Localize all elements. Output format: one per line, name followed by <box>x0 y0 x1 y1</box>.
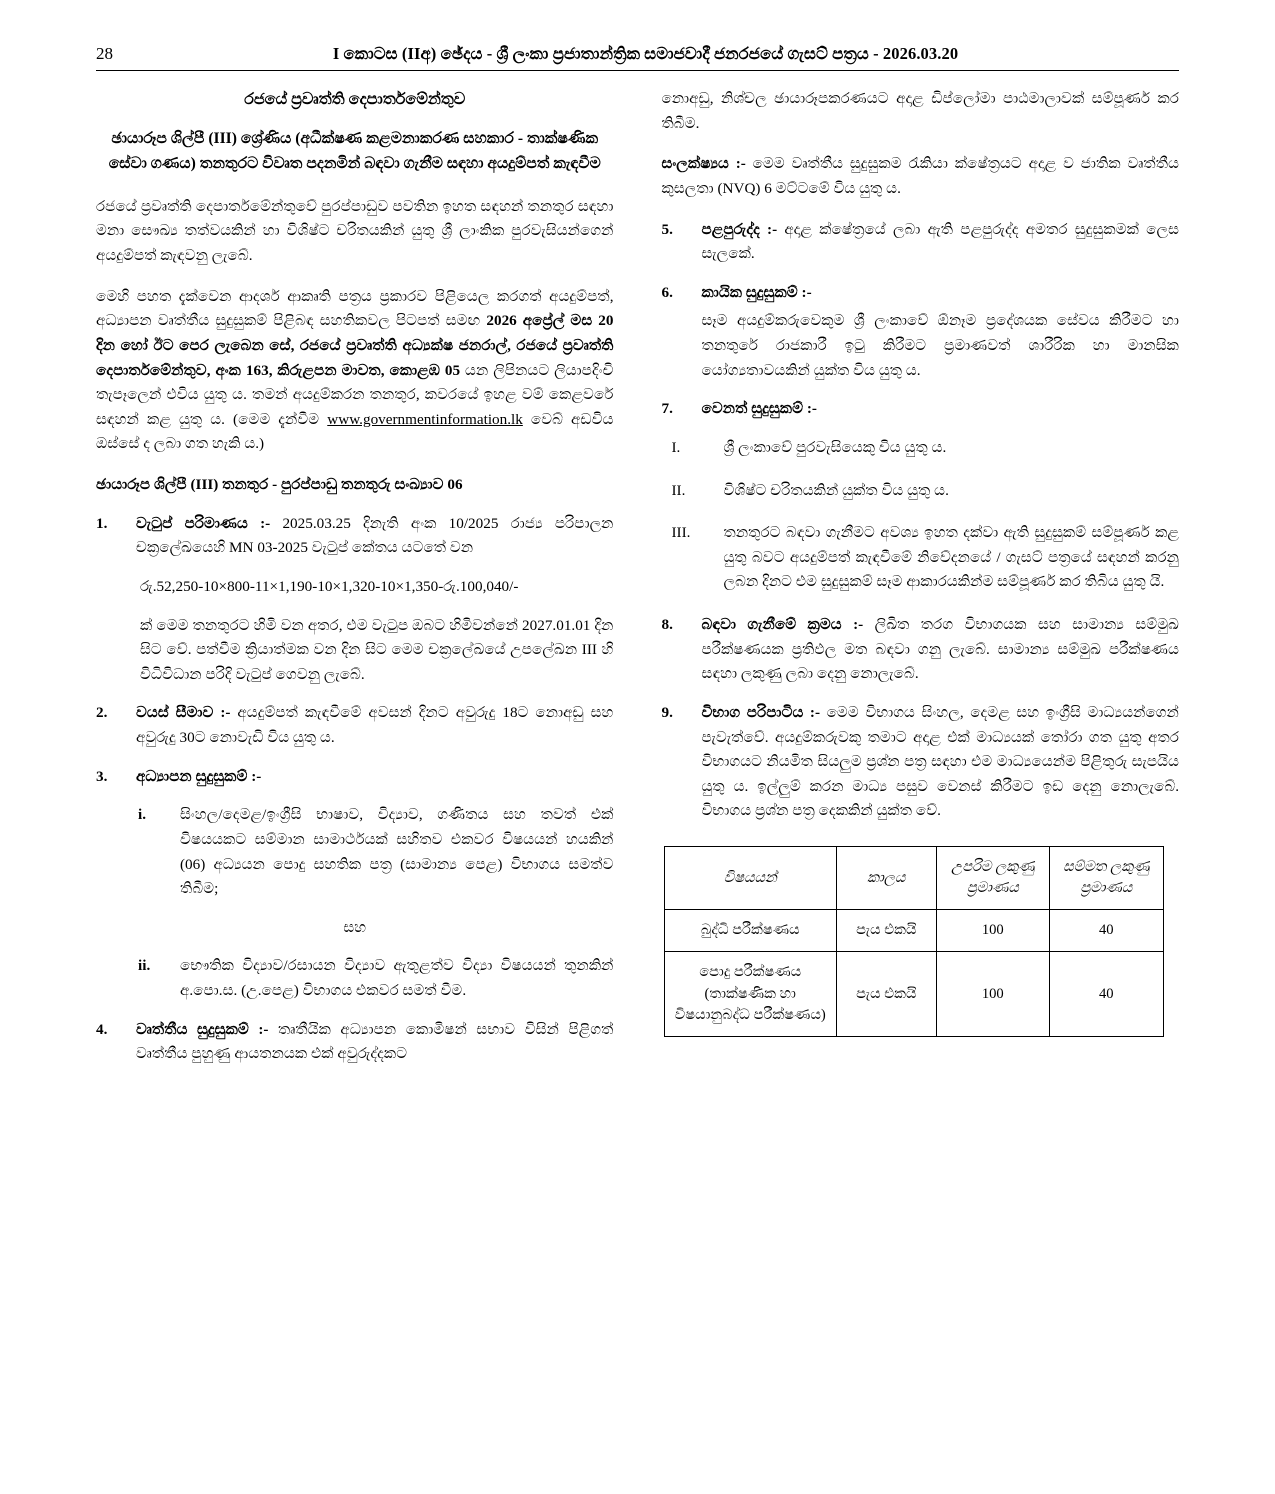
professional-text: තෘතීයික අධ්‍යාපන කොමිෂන් සභාව විසින් පිළිගත් වෘත්තීය පුහුණු ආයතනයක එක් අවුරුද්දකට <box>136 1020 614 1063</box>
recruitment-label: බඳවා ගැනීමේ ක්‍රමය :- <box>701 616 864 633</box>
row1-duration: පැය එකයි <box>837 910 937 952</box>
header-duration: කාලය <box>837 847 937 910</box>
header-subject: විෂයයන් <box>664 847 837 910</box>
row1-max: 100 <box>936 910 1049 952</box>
item-body-8 <box>702 613 1180 687</box>
item-number-2: 2. <box>96 704 108 722</box>
item-body-4 <box>136 1018 614 1067</box>
other-qual-text-ii: විශිෂ්ට චරිතයකින් යුක්ත විය යුතු ය. <box>723 481 949 499</box>
item-number-4: 4. <box>96 1020 108 1038</box>
list-item-education <box>96 765 614 790</box>
experience-label: පළපුරුද්ද :- <box>701 220 778 238</box>
row2-duration: පැය එකයි <box>837 952 937 1036</box>
continuation-text: නොඅඩු, නිශ්චල ඡායාරූපකරණයට අදාළ ඩිප්ලෝමා පාඨමාලාවක් සම්පූර්ණ කර තිබීම. <box>661 90 1179 132</box>
salary-scale: රු.52,250-10×800-11×1,190-10×1,320-10×1,350-රු.100,040/- <box>140 577 519 595</box>
exam-table-body <box>664 910 1163 1037</box>
item-number-1: 1. <box>96 514 108 532</box>
salary-label: වැටුප් පරිමාණය :- <box>136 514 271 532</box>
table-row <box>664 952 1163 1036</box>
header-pass-marks: සම්මත ලකුණු ප්‍රමාණය <box>1050 847 1163 910</box>
application-instructions <box>96 285 614 457</box>
header-divider <box>96 70 1179 71</box>
government-information-link[interactable]: www.governmentinformation.lk <box>327 410 523 428</box>
other-label: වෙනත් සුදුසුකම් :- <box>701 400 817 418</box>
exam-table-header-row <box>664 847 1163 910</box>
department-title: රජයේ ප්‍රවෘත්ති දෙපාර්තමේන්තුව <box>244 91 466 108</box>
item-number-7: 7. <box>661 400 673 418</box>
gazette-header-title: I කොටස (IIඅ) ඡේදය - ශ්‍රී ලංකා ප්‍රජාතාන්ත්‍රික සමාජවාදී ජනරජයේ ගැසට් පත්‍රය - 2026.03.20 <box>332 44 959 63</box>
professional-label: වෘත්තීය සුදුසුකම් :- <box>136 1020 269 1038</box>
sub-item-text-ii: භෞතික විද්‍යාව/රසායන විද්‍යාව ඇතුළත්ව විද්‍යා විෂයයන් තුනකින් අ.පො.ස. (උ.පෙළ) විභාගය එකවර සමත් වීම. <box>180 957 614 1000</box>
education-sub-item-ii <box>96 954 614 1003</box>
physical-label: කායික සුදුසුකම් :- <box>701 283 812 301</box>
address-text: ලැබෙන සේ, රජයේ ප්‍රවෘත්ති අධ්‍යක්ෂ ජනරාල්, රජයේ ප්‍රවෘත්ති දෙපාර්තමේන්තුව, අංක 163, කිරුළපන මාවත, කොළඹ 05 <box>96 336 614 379</box>
instructions-part-4: වෙබ් අඩවිය ඔස්සේ ද ලබා ගත හැකි ය.) <box>96 410 614 453</box>
sub-item-number-i: i. <box>138 806 147 824</box>
sub-item-number-ii: ii. <box>138 957 151 975</box>
education-label: අධ්‍යාපන සුදුසුකම් :- <box>136 767 262 785</box>
exam-procedure-label: විභාග පරිපාටිය :- <box>701 703 821 721</box>
item-body-5 <box>702 218 1180 267</box>
roman-number-ii: II. <box>671 481 686 499</box>
item-body-1 <box>136 512 614 561</box>
salary-text: 2025.03.25 දිනැති අංක 10/2025 රාජ්‍ය පරිපාලන චක්‍රලේඛයෙහි MN 03-2025 වැටුප් කේතය යටතේ වන <box>136 514 614 557</box>
row2-subject: පොදු පරීක්ෂණය (තාක්ෂණික හා විෂයානුබද්ධ පරීක්ෂණය) <box>664 952 837 1036</box>
item-number-5: 5. <box>661 220 673 238</box>
list-item-salary <box>96 512 614 561</box>
post-title: ඡායාරූප ශිල්පී (III) ශ්‍රේණිය (අධීක්ෂණ කළමනාකරණ සහකාර - තාක්ෂණික සේවා ගණය) තනතුරට විවෘත පදනමින් බඳවා ගැනීම සඳහා අයදුම්පත් කැඳවීම <box>108 129 601 172</box>
list-item-experience <box>662 218 1180 267</box>
item-number-3: 3. <box>96 767 108 785</box>
roman-number-iii: III. <box>671 524 691 542</box>
list-item-exam-procedure <box>662 701 1180 824</box>
conjunction-and: සහ <box>343 918 367 936</box>
item-number-8: 8. <box>661 616 673 633</box>
other-qual-i <box>662 436 1180 461</box>
exam-table-head <box>664 847 1163 910</box>
list-item-professional <box>96 1018 614 1067</box>
note-text: මෙම වෘත්තීය සුදුසුකම රැකියා ක්ෂේත්‍රයට අදාළ ව ජාතික වෘත්තීය කුසලතා (NVQ) 6 මට්ටමේ විය යුතු ය. <box>661 155 1179 197</box>
experience-text: අදාළ ක්ෂේත්‍රයේ ලබා ඇති පළපුරුද්ද අමතර සුදුසුකමක් ලෙස සැලකේ. <box>701 220 1179 263</box>
other-qual-ii <box>662 479 1180 504</box>
physical-text: සෑම අයදුම්කරුවෙකුම ශ්‍රී ලංකාවේ ඕනෑම ප්‍රදේශයක සේවය කිරීමට හා තනතුරේ රාජකාරී ඉටු කිරීමට ප්‍රමාණවත් ශාරීරික හා මානසික යෝග්‍යතාවයකින් යුක්ත විය යුතු ය. <box>701 312 1179 379</box>
row1-subject: බුද්ධි පරීක්ෂණය <box>664 910 837 952</box>
other-qual-text-i: ශ්‍රී ලංකාවේ පුරවැසියෙකු විය යුතු ය. <box>723 438 947 456</box>
item-number-6: 6. <box>661 283 673 301</box>
list-item-recruitment <box>662 613 1180 687</box>
item-body-9 <box>702 701 1180 824</box>
instructions-part-3: යන ලිපිනයට ලියාපදිංචි තැපෑලෙන් එවිය යුතු ය. තමන් අයදුම්කරන තනතුර, කවරයේ ඉහළ වම් කෙළවරේ සඳහන් කළ යුතු ය. (මෙම දැන්වීම <box>96 361 614 428</box>
other-qual-text-iii: තනතුරට බඳවා ගැනීමට අවශ්‍ය ඉහත දක්වා ඇති සුදුසුකම් සම්පූර්ණ කළ යුතු බවට අයදුම්පත් කැඳවීමේ නිවේදනයේ / ගැසට් පත්‍රයේ සඳහන් කරනු ලබන දිනට එම සුදුසුකම් සෑම ආකාරයකින්ම සම්පූර්ණ කර තිබිය යුතු යි. <box>723 524 1179 591</box>
item-body-7 <box>702 397 1180 422</box>
note-label: සංලක්ෂ්‍යය :- <box>661 155 746 173</box>
nvq-note <box>662 152 1180 201</box>
left-column <box>96 87 614 1417</box>
salary-note: ක් මෙම තනතුරට හිමි වන අතර, එම වැටුප ඔබට හිමිවන්නේ 2027.01.01 දින සිට වේ. පත්වීම ක්‍රියාත්මක වන දින සිට මෙම චක්‍රලේඛයේ උපලේඛන III හි විධිවිධාන පරිදි වැටුප් ගෙවනු ලැබේ. <box>140 616 614 683</box>
exam-table <box>664 846 1164 1037</box>
right-column <box>662 87 1180 1417</box>
list-item-age <box>96 701 614 750</box>
roman-number-i: I. <box>671 438 681 456</box>
deadline-date: 2026 අප්‍රේල් මස 20 දින හෝ ඊට පෙර <box>96 312 614 354</box>
exam-procedure-text: මෙම විභාගය සිංහල, දෙමළ සහ ඉංග්‍රීසි මාධ්‍යයන්ගෙන් පැවැත්වේ. අයදුම්කරුවකු තමාට අදාළ එක් මාධ්‍යයක් තෝරා ගත යුතු අතර විභාගයට නියමිත සියලුම ප්‍රශ්න පත්‍ර සඳහා එම මාධ්‍යයෙන්ම පිළිතුරු සැපයිය යුතු ය. ඉල්ලුම් කරන මාධ්‍ය පසුව වෙනස් කිරීමට ඉඩ දෙනු නොලැබේ. විභාගය ප්‍රශ්න පත්‍ර දෙකකින් යුක්ත වේ. <box>701 703 1179 820</box>
intro-paragraph: රජයේ ප්‍රවෘත්ති දෙපාර්තමේන්තුවේ පුරප්පාඩුව පවතින ඉහත සඳහන් තනතුර සඳහා මනා සෞඛ්‍ය තත්වයකින් හා විශිෂ්ට චරිතයකින් යුතු ශ්‍රී ලාංකික පුරවැසියන්ගෙන් අයදුම්පත් කැඳවනු ලැබේ. <box>96 197 614 265</box>
row2-pass: 40 <box>1050 952 1163 1036</box>
item-body-6 <box>702 281 1180 384</box>
page-number: 28 <box>96 44 113 63</box>
instructions-part-1: මෙහි පහත දැක්වෙන ආදර්ශ ආකෘති පත්‍රය ප්‍රකාරව පිළියෙල කරගත් අයදුම්පත්, අධ්‍යාපන වෘත්තීය සුදුසුකම් පිළිබඳ සහතිකවල පිටපත් සමඟ <box>96 287 614 330</box>
row1-pass: 40 <box>1050 910 1163 952</box>
age-text: අයදුම්පත් කැඳවීමේ අවසන් දිනට අවුරුදු 18ට නොඅඩු සහ අවුරුදු 30ට නොවැඩි විය යුතු ය. <box>136 704 614 747</box>
page-header <box>96 44 1179 70</box>
other-qual-iii <box>662 521 1180 595</box>
row2-max: 100 <box>936 952 1049 1036</box>
education-sub-item-i <box>96 803 614 902</box>
sub-item-text-i: සිංහල/දෙමළ/ඉංග්‍රීසි භාෂාව, විද්‍යාව, ගණිතය සහ තවත් එක් විෂයයකට සම්මාන සාමාර්ථයක් සහිතව එකවර විෂයයන් හයකින් (06) අධ්‍යයන පොදු සහතික පත්‍ර (සාමාන්‍ය පෙළ) විභාගය සමත්ව තිබීම; <box>180 806 614 898</box>
recruitment-text: ලිඛිත තරග විභාගයක සහ සාමාන්‍ය සම්මුඛ පරීක්ෂණයක ප්‍රතිඵල මත බඳවා ගනු ලැබේ. සාමාන්‍ය සම්මුඛ පරීක්ෂණය සඳහා ලකුණු ලබා දෙනු නොලැබේ. <box>701 616 1179 683</box>
age-label: වයස් සීමාව :- <box>136 704 231 722</box>
table-row <box>664 910 1163 952</box>
header-max-marks: උපරිම ලකුණු ප්‍රමාණය <box>936 847 1049 910</box>
two-column-body <box>96 87 1179 1417</box>
vacancy-count-line: ඡායාරූප ශිල්පී (III) තනතුර - පුරප්පාඩු තනතුරු සංඛ්‍යාව 06 <box>96 476 463 494</box>
item-number-9: 9. <box>661 703 673 721</box>
item-body-3 <box>136 765 614 790</box>
list-item-physical <box>662 281 1180 384</box>
item-body-2 <box>136 701 614 750</box>
list-item-other <box>662 397 1180 422</box>
